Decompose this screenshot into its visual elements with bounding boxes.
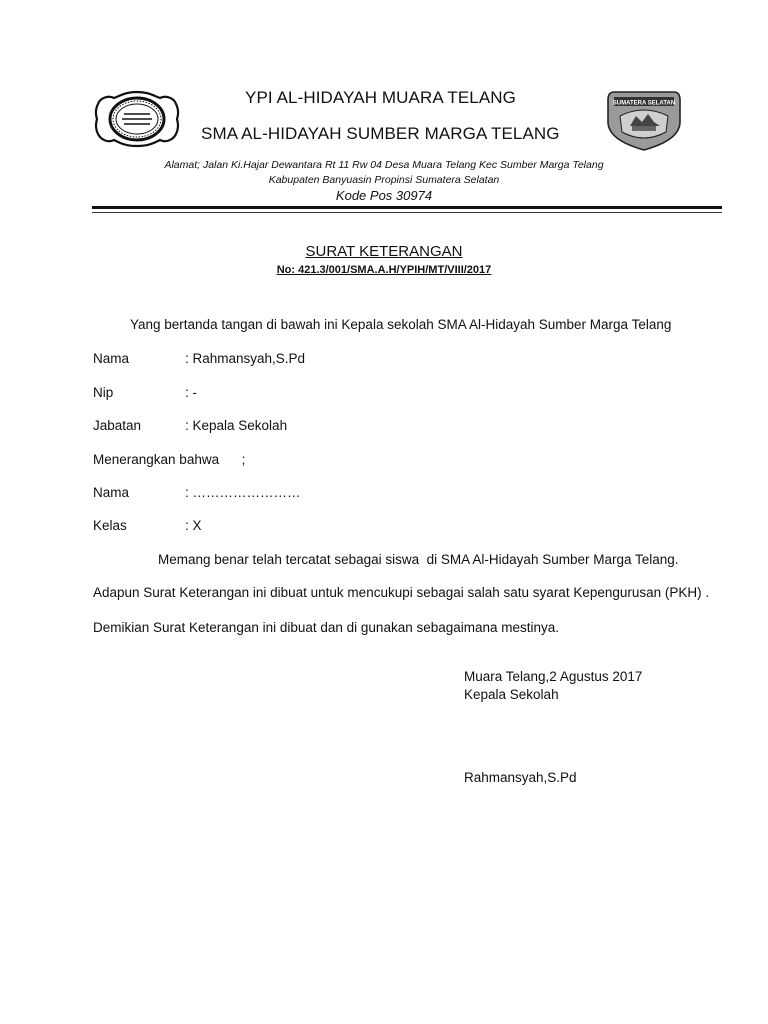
letterhead-divider-thick xyxy=(92,206,722,209)
signature-name: Rahmansyah,S.Pd xyxy=(464,770,577,785)
intro-paragraph: Yang bertanda tangan di bawah ini Kepala sekolah SMA Al-Hidayah Sumber Marga Telang xyxy=(130,317,672,332)
student-class-label: Kelas xyxy=(93,518,127,533)
student-class-value: : X xyxy=(185,518,202,533)
document-number: No: 421.3/001/SMA.A.H/YPIH/MT/VIII/2017 xyxy=(276,264,492,276)
signature-position: Kepala Sekolah xyxy=(464,687,559,702)
student-name-value: : …………………… xyxy=(185,485,301,500)
postcode: Kode Pos 30974 xyxy=(335,188,433,203)
signer-position-value: : Kepala Sekolah xyxy=(185,418,288,433)
foundation-name: YPI AL-HIDAYAH MUARA TELANG xyxy=(245,88,516,107)
address-line-1: Alamat; Jalan Ki.Hajar Dewantara Rt 11 Rw 04 Desa Muara Telang Kec Sumber Marga Telang xyxy=(164,159,604,171)
letterhead-divider-thin xyxy=(92,212,722,213)
address-line-2: Kabupaten Banyuasin Propinsi Sumatera Selatan xyxy=(268,174,500,186)
signer-name-value: : Rahmansyah,S.Pd xyxy=(185,351,306,366)
signer-position-label: Jabatan xyxy=(93,418,142,433)
signer-name-label: Nama xyxy=(93,351,130,366)
signature-place-date: Muara Telang,2 Agustus 2017 xyxy=(464,669,643,684)
school-seal-logo xyxy=(94,90,180,148)
sumatera-selatan-crest-logo xyxy=(606,88,682,152)
declares-text: Menerangkan bahwa ; xyxy=(93,452,246,467)
signer-nip-value: : - xyxy=(185,385,197,400)
statement-paragraph: Memang benar telah tercatat sebagai siswa di SMA Al-Hidayah Sumber Marga Telang. xyxy=(158,552,679,567)
purpose-paragraph: Adapun Surat Keterangan ini dibuat untuk mencukupi sebagai salah satu syarat Kepengurusan (PKH) . xyxy=(93,585,710,600)
student-name-label: Nama xyxy=(93,485,130,500)
document-title: SURAT KETERANGAN xyxy=(305,243,463,260)
closing-paragraph: Demikian Surat Keterangan ini dibuat dan di gunakan sebagaimana mestinya. xyxy=(93,620,560,635)
signer-nip-label: Nip xyxy=(93,385,114,400)
crest-banner-text: SUMATERA SELATAN xyxy=(612,100,676,107)
school-name: SMA AL-HIDAYAH SUMBER MARGA TELANG xyxy=(201,124,560,143)
